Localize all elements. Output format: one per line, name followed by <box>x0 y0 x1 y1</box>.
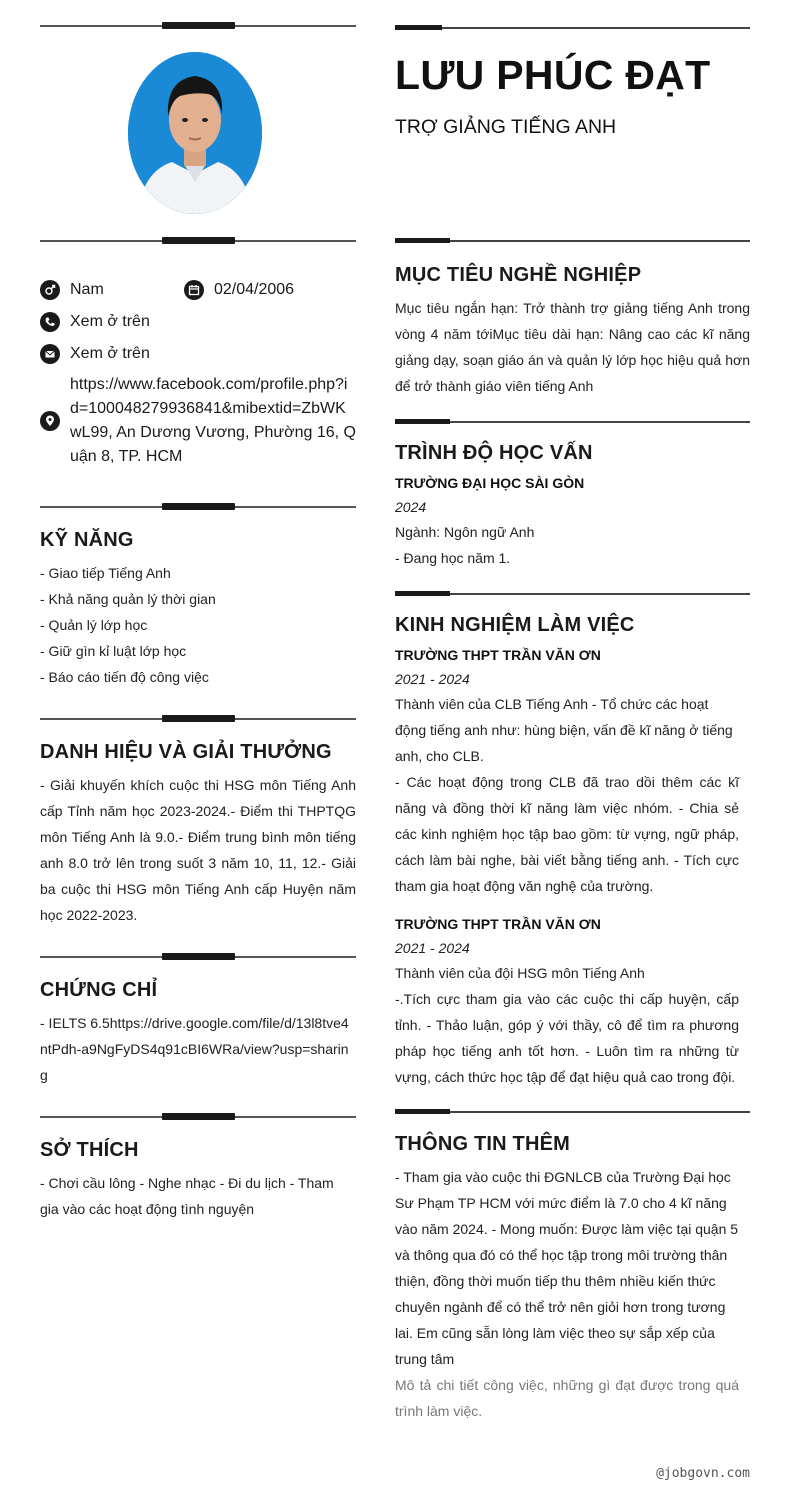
education-note: - Đang học năm 1. <box>395 550 511 566</box>
education-school: TRƯỜNG ĐẠI HỌC SÀI GÒN <box>395 475 585 491</box>
divider <box>395 237 750 247</box>
avatar <box>128 52 262 214</box>
education-year: 2024 <box>395 499 427 515</box>
divider <box>40 500 356 514</box>
certificates-heading: CHỨNG CHỈ <box>40 979 158 1001</box>
skills-list <box>40 560 356 690</box>
job-description: -.Tích cực tham gia vào các cuộc thi cấp huyện, cấp tỉnh. - Thảo luận, góp ý với thầy, cô để tìm ra phương pháp học tiếng anh tốt hơn. - Luôn tìm ra những từ vựng, cách thức học tập để đạt hiệu quả cao trong đội. <box>395 991 739 1085</box>
divider <box>40 950 356 964</box>
awards-text: - Giải khuyến khích cuộc thi HSG môn Tiếng Anh cấp Tỉnh năm học 2023-2024.- Điểm thi THPTQG môn Tiếng Anh là 9.0.- Điểm trung bình môn tiếng anh 8.0 trở lên trong suốt 3 năm 10, 11, 12.- Giải ba cuộc thi HSG môn Tiếng Anh cấp Huyện năm học 2022-2023. <box>40 777 356 923</box>
calendar-icon <box>184 280 204 300</box>
email-row <box>40 344 150 364</box>
hobbies-text: - Chơi cầu lông - Nghe nhạc - Đi du lịch - Tham gia vào các hoạt động tình nguyện <box>40 1175 334 1217</box>
certificates-text: - IELTS 6.5https://drive.google.com/file/d/13l8tve4ntPdh-a9NgFyDS4q91cBI6WRa/view?usp=sharing <box>40 1015 349 1083</box>
job-company: TRƯỜNG THPT TRẦN VĂN ƠN <box>395 647 601 663</box>
divider <box>40 234 356 248</box>
watermark: @jobgovn.com <box>656 1466 750 1481</box>
candidate-role: TRỢ GIẢNG TIẾNG ANH <box>395 116 617 138</box>
education-major: Ngành: Ngôn ngữ Anh <box>395 524 535 540</box>
list-item: - Quản lý lớp học <box>40 617 148 633</box>
gender-row <box>40 280 104 300</box>
job-company: TRƯỜNG THPT TRẦN VĂN ƠN <box>395 916 601 932</box>
phone-text: Xem ở trên <box>70 313 150 330</box>
email-icon <box>40 344 60 364</box>
awards-heading: DANH HIỆU VÀ GIẢI THƯỞNG <box>40 741 332 763</box>
job-description: - Các hoạt động trong CLB đã trao dồi thêm các kĩ năng và đồng thời kĩ năng làm việc nhóm. - Chia sẻ các kinh nghiệm học tập bao gồm: từ vựng, ngữ pháp, cách làm bài nghe, bài viết bằng tiếng anh. - Tích cực tham gia hoạt động văn nghệ của trường. <box>395 774 739 894</box>
skills-heading: KỸ NĂNG <box>40 529 134 551</box>
divider <box>395 418 750 428</box>
education-heading: TRÌNH ĐỘ HỌC VẤN <box>395 442 593 464</box>
candidate-name: LƯU PHÚC ĐẠT <box>395 52 711 98</box>
address-text: https://www.facebook.com/profile.php?id=100048279936841&mibextid=ZbWKwL99, An Dương Vương, Phường 16, Quận 8, TP. HCM <box>70 376 356 465</box>
job-period: 2021 - 2024 <box>395 940 470 956</box>
divider <box>395 24 750 34</box>
location-icon <box>40 411 60 431</box>
birthday-row <box>184 280 294 300</box>
phone-icon <box>40 312 60 332</box>
divider <box>40 1110 356 1124</box>
job-period: 2021 - 2024 <box>395 671 470 687</box>
list-item: - Giữ gìn kỉ luật lớp học <box>40 643 187 659</box>
divider <box>395 590 750 600</box>
objective-text: Mục tiêu ngắn hạn: Trở thành trợ giảng tiếng Anh trong vòng 4 năm tớiMục tiêu dài hạn: Nâng cao các kĩ năng giảng dạy, soạn giáo án và quản lý lớp học hiệu quả hơn để trở thành giáo viên tiếng Anh <box>395 300 750 394</box>
gender-icon <box>40 280 60 300</box>
phone-row <box>40 312 150 332</box>
experience-heading: KINH NGHIỆM LÀM VIỆC <box>395 614 635 636</box>
list-item: - Báo cáo tiến độ công việc <box>40 669 209 685</box>
address-row <box>40 373 356 469</box>
birthday-text: 02/04/2006 <box>214 281 295 298</box>
list-item: - Giao tiếp Tiếng Anh <box>40 565 171 581</box>
email-text: Xem ở trên <box>70 345 150 362</box>
additional-heading: THÔNG TIN THÊM <box>395 1133 571 1155</box>
job-description: Thành viên của đội HSG môn Tiếng Anh <box>395 965 645 981</box>
additional-placeholder: Mô tả chi tiết công việc, những gì đạt được trong quá trình làm việc. <box>395 1377 739 1419</box>
list-item: - Khả năng quản lý thời gian <box>40 591 216 607</box>
hobbies-heading: SỞ THÍCH <box>40 1139 139 1161</box>
divider <box>40 712 356 726</box>
divider <box>395 1108 750 1118</box>
objective-heading: MỤC TIÊU NGHỀ NGHIỆP <box>395 264 642 286</box>
divider <box>40 19 356 33</box>
job-description: Thành viên của CLB Tiếng Anh - Tổ chức các hoạt động tiếng anh như: hùng biện, vấn đề kĩ năng ở tiếng anh, cho CLB. <box>395 696 733 764</box>
additional-text: - Tham gia vào cuộc thi ĐGNLCB của Trường Đại học Sư Phạm TP HCM với mức điểm là 7.0 cho 4 kĩ năng vào năm 2024. - Mong muốn: Được làm việc tại quận 5 và thông qua đó có thể học tập trong môi trường thân thiện, đồng thời muốn tiếp thu thêm nhiều kiến thức chuyên ngành để có thể trở nên giỏi hơn trong tương lai. Em cũng sẵn lòng làm việc theo sự sắp xếp của trung tâm <box>395 1169 739 1367</box>
gender-text: Nam <box>70 281 104 298</box>
